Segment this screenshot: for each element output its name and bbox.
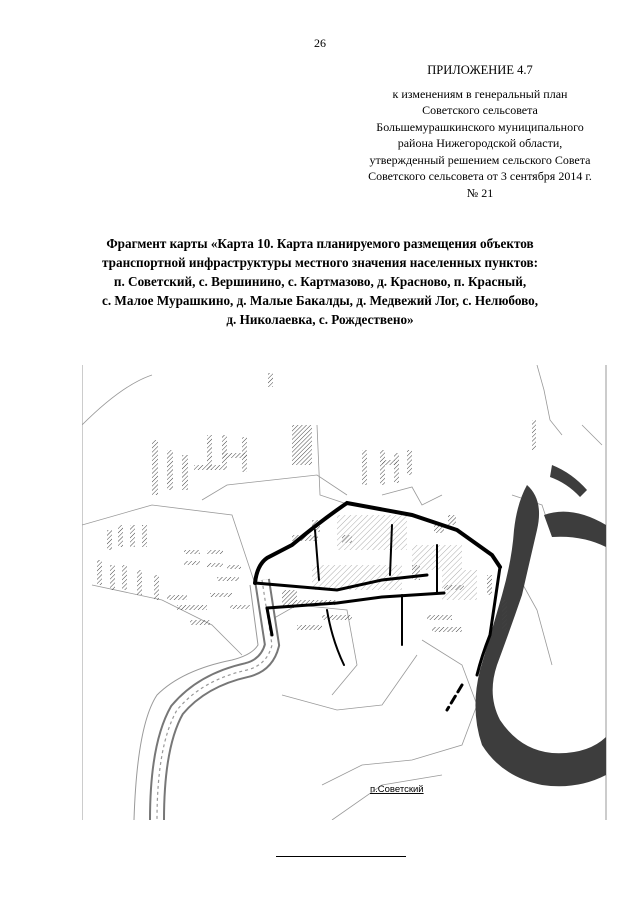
- appendix-line: к изменениям в генеральный план: [392, 86, 568, 101]
- appendix-heading: ПРИЛОЖЕНИЕ 4.7: [427, 63, 533, 77]
- highway: [134, 580, 272, 820]
- page-number: 26: [314, 36, 326, 50]
- river-branch: [544, 512, 606, 547]
- appendix-block: [355, 62, 605, 201]
- appendix-line: № 21: [466, 185, 494, 200]
- title-line: с. Малое Мурашкино, д. Малые Бакалды, д. Медвежий Лог, с. Нелюбово,: [101, 293, 539, 308]
- title-line: д. Николаевка, с. Рождествено»: [226, 312, 414, 327]
- title-line: транспортной инфраструктуры местного значения населенных пунктов:: [102, 255, 538, 270]
- appendix-line: утвержденный решением сельского Совета: [369, 152, 591, 167]
- appendix-line: Советского сельсовета от 3 сентября 2014 г.: [368, 169, 592, 183]
- footnote-rule: [276, 856, 406, 857]
- title-line: п. Советский, с. Вершинино, с. Картмазово, д. Красново, п. Красный,: [113, 274, 527, 289]
- river-inlet: [550, 465, 587, 497]
- map-fragment-title: [70, 234, 570, 329]
- appendix-line: Советского сельсовета: [422, 103, 538, 117]
- appendix-line: Большемурашкинского муниципального: [376, 119, 584, 134]
- settlement-map: [82, 365, 608, 820]
- settlement-label: п.Советский: [370, 784, 424, 795]
- appendix-line: района Нижегородской области,: [397, 136, 563, 150]
- title-line: Фрагмент карты «Карта 10. Карта планируемого размещения объектов: [106, 236, 534, 251]
